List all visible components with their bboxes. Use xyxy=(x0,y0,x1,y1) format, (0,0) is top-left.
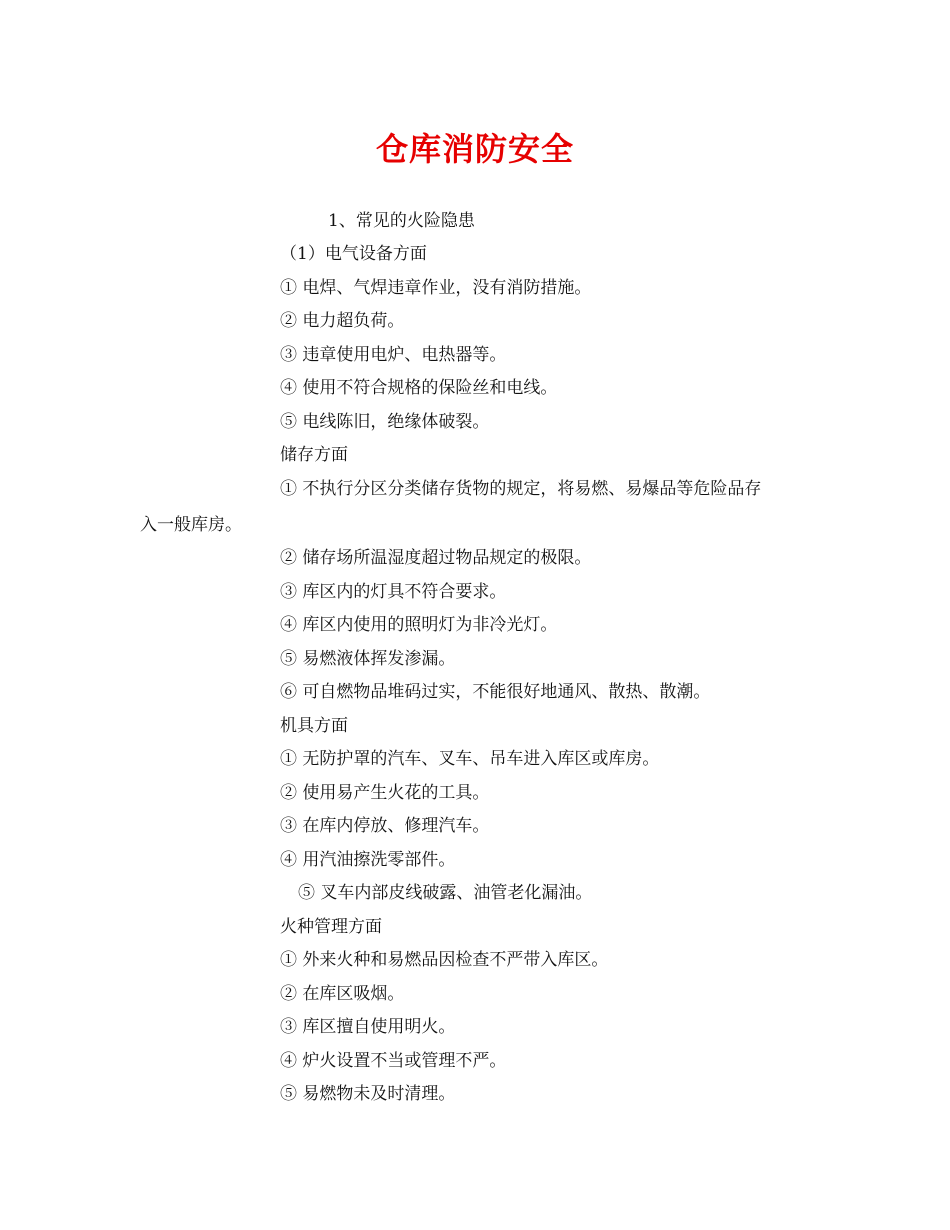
list-item: ③ 违章使用电炉、电热器等。 xyxy=(280,345,507,365)
list-item: ⑤ 叉车内部皮线破露、油管老化漏油。 xyxy=(298,883,593,903)
list-item: ③ 在库内停放、修理汽车。 xyxy=(280,816,490,836)
list-item: ④ 使用不符合规格的保险丝和电线。 xyxy=(280,378,558,398)
list-item: ① 不执行分区分类储存货物的规定，将易燃、易爆品等危险品存 xyxy=(280,479,762,499)
list-item: ② 在库区吸烟。 xyxy=(280,984,405,1004)
list-item: ① 无防护罩的汽车、叉车、吊车进入库区或库房。 xyxy=(280,749,660,769)
list-item: ② 储存场所温湿度超过物品规定的极限。 xyxy=(280,548,592,568)
list-item: ① 外来火种和易燃品因检查不严带入库区。 xyxy=(280,950,609,970)
list-item: ⑤ 易燃液体挥发渗漏。 xyxy=(280,649,456,669)
list-item: ⑤ 易燃物未及时清理。 xyxy=(280,1084,456,1104)
list-item: ② 电力超负荷。 xyxy=(280,311,405,331)
document-title: 仓库消防安全 xyxy=(375,130,574,168)
subsection-heading: 火种管理方面 xyxy=(280,917,382,937)
subsection-heading: （1）电气设备方面 xyxy=(280,244,427,264)
list-item: ③ 库区内的灯具不符合要求。 xyxy=(280,582,507,602)
list-item: ⑤ 电线陈旧，绝缘体破裂。 xyxy=(280,412,490,432)
list-item-continuation: 入一般库房。 xyxy=(140,515,242,535)
list-item: ⑥ 可自燃物品堆码过实，不能很好地通风、散热、散潮。 xyxy=(280,682,711,702)
subsection-heading: 机具方面 xyxy=(280,716,348,736)
list-item: ① 电焊、气焊违章作业，没有消防措施。 xyxy=(280,278,592,298)
list-item: ④ 用汽油擦洗零部件。 xyxy=(280,850,456,870)
list-item: ④ 炉火设置不当或管理不严。 xyxy=(280,1051,507,1071)
list-item: ④ 库区内使用的照明灯为非冷光灯。 xyxy=(280,615,558,635)
list-item: ② 使用易产生火花的工具。 xyxy=(280,783,490,803)
list-item: ③ 库区擅自使用明火。 xyxy=(280,1017,456,1037)
section-heading: 1、常见的火险隐患 xyxy=(328,211,475,231)
subsection-heading: 储存方面 xyxy=(280,445,348,465)
